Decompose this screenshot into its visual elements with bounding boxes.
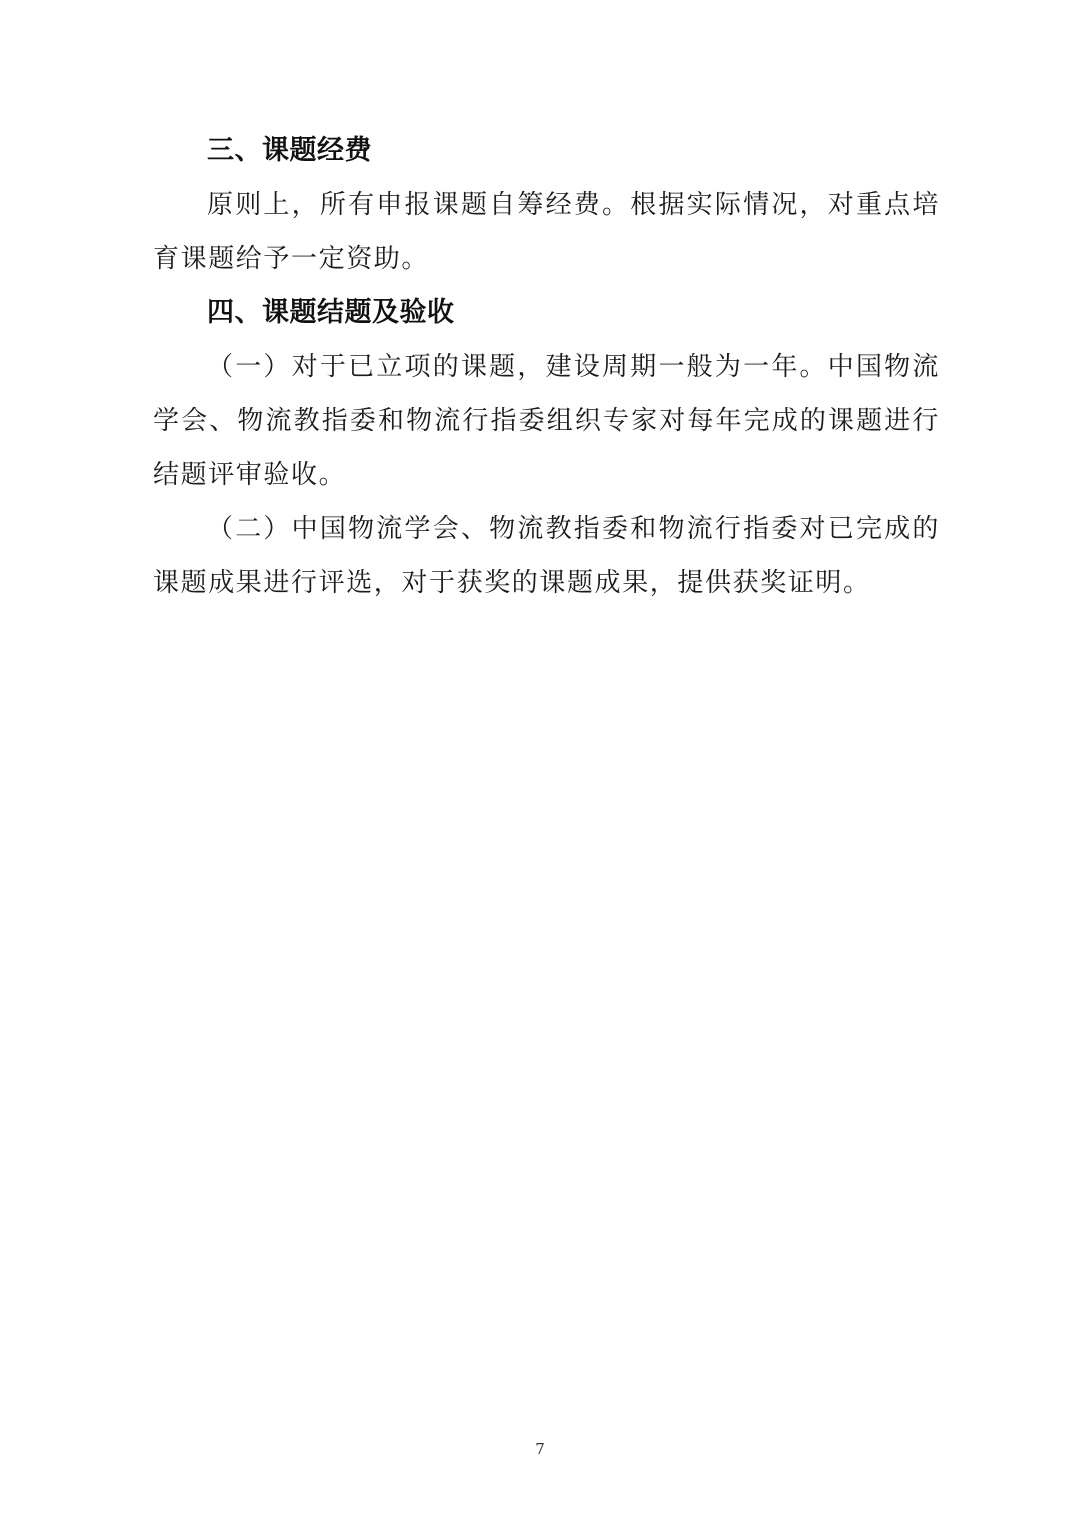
page-number: 7 <box>535 1440 545 1458</box>
funding-paragraph: 原则上，所有申报课题自筹经费。根据实际情况，对重点培育课题给予一定资助。 <box>153 190 940 274</box>
section-heading-funding: 三、课题经费 <box>207 135 372 166</box>
completion-paragraph-1: （一）对于已立项的课题，建设周期一般为一年。中国物流学会、物流教指委和物流行指委组织专家对每年完成的课题进行结题评审验收。 <box>153 352 940 490</box>
section-heading-completion: 四、课题结题及验收 <box>207 297 455 328</box>
page-content <box>153 124 940 610</box>
completion-paragraph-2: （二）中国物流学会、物流教指委和物流行指委对已完成的课题成果进行评选，对于获奖的课题成果，提供获奖证明。 <box>153 514 940 598</box>
